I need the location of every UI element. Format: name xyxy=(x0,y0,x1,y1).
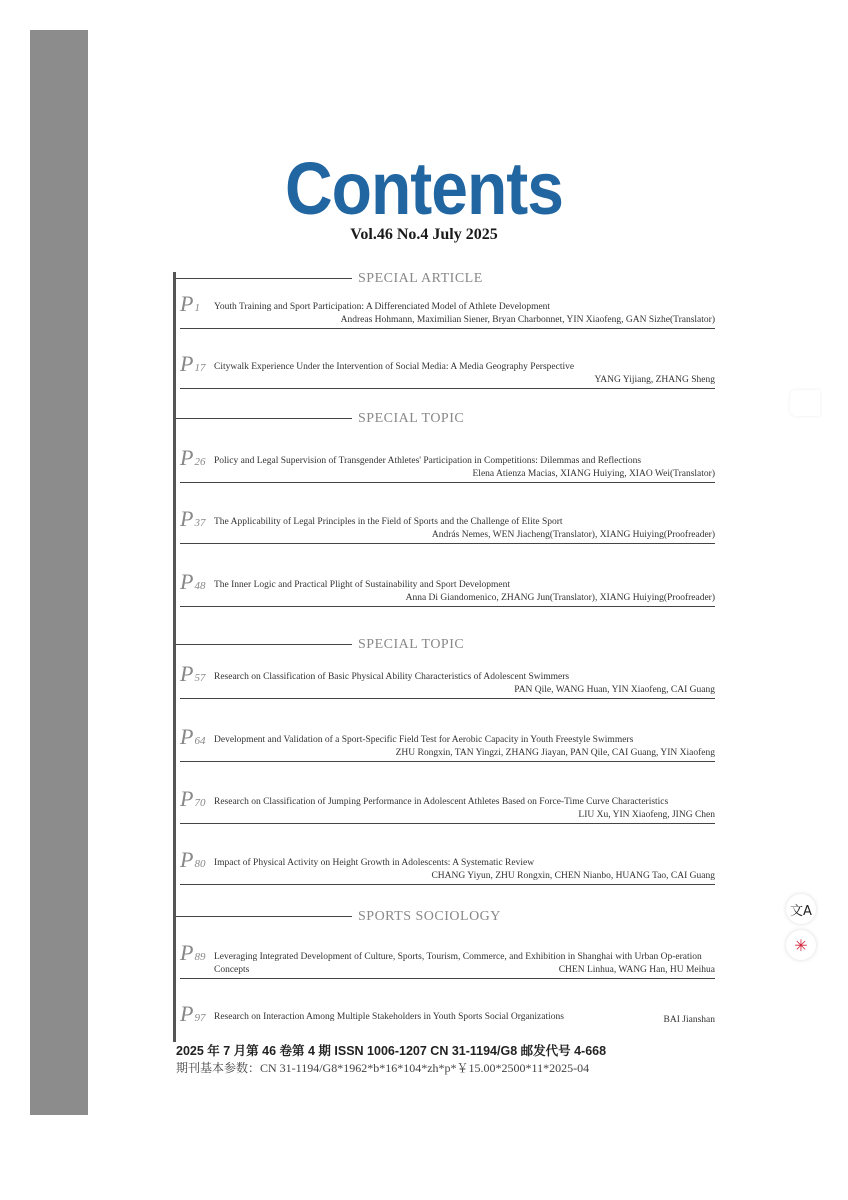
journal-parameters: 期刊基本参数：CN 31-1194/G8*1962*b*16*104*zh*p*￥15.00*2500*11*2025-04 xyxy=(176,1061,590,1075)
page-number: P57 xyxy=(180,661,206,686)
toc-entry[interactable] xyxy=(180,942,715,979)
toc-entry[interactable] xyxy=(180,788,715,824)
article-title: Impact of Physical Activity on Height Growth in Adolescents: A Systematic Review xyxy=(214,858,535,868)
article-title: Research on Interaction Among Multiple Stakeholders in Youth Sports Social Organizations xyxy=(214,1012,564,1022)
toc-entry[interactable] xyxy=(180,447,715,483)
ai-assistant-icon[interactable]: ✳ xyxy=(786,930,816,960)
page-number: P1 xyxy=(180,291,200,316)
article-authors: András Nemes, WEN Jiacheng(Translator), XIANG Huiying(Proofreader) xyxy=(431,530,715,540)
toc-vertical-rule xyxy=(173,272,176,1042)
article-title: Youth Training and Sport Participation: A Differenciated Model of Athlete Development xyxy=(214,302,551,312)
article-title: Policy and Legal Supervision of Transgender Athletes' Participation in Competitions: Dilemmas and Reflections xyxy=(214,456,642,466)
page-number: P89 xyxy=(180,940,206,965)
article-authors: Andreas Hohmann, Maximilian Siener, Bryan Charbonnet, YIN Xiaofeng, GAN Sizhe(Translator) xyxy=(340,315,715,325)
translate-icon[interactable]: 文A xyxy=(786,894,816,924)
article-authors: LIU Xu, YIN Xiaofeng, JING Chen xyxy=(578,810,715,820)
article-authors: CHEN Linhua, WANG Han, HU Meihua xyxy=(558,965,715,975)
article-authors: Anna Di Giandomenico, ZHANG Jun(Translator), XIANG Huiying(Proofreader) xyxy=(405,593,715,603)
issue-info: Vol.46 No.4 July 2025 xyxy=(350,226,498,243)
side-panel-tab[interactable] xyxy=(790,390,820,416)
article-title: The Applicability of Legal Principles in the Field of Sports and the Challenge of Elite Sport xyxy=(214,517,563,527)
article-title: Research on Classification of Basic Physical Ability Characteristics of Adolescent Swimmers xyxy=(214,672,570,682)
article-title: Research on Classification of Jumping Performance in Adolescent Athletes Based on Force-Time Curve Characteristics xyxy=(214,797,669,807)
page-number: P37 xyxy=(180,506,206,531)
page-number: P70 xyxy=(180,786,206,811)
toc-entry[interactable] xyxy=(180,663,715,699)
page-number: P80 xyxy=(180,847,206,872)
toc-entry[interactable] xyxy=(180,293,715,329)
article-title: Leveraging Integrated Development of Culture, Sports, Tourism, Commerce, and Exhibition in Shanghai with Urban Op-eration Concepts xyxy=(214,952,702,975)
article-title: Citywalk Experience Under the Intervention of Social Media: A Media Geography Perspective xyxy=(214,362,575,372)
article-authors: BAI Jianshan xyxy=(663,1015,715,1025)
toc-entry[interactable] xyxy=(180,849,715,885)
page-number: P48 xyxy=(180,569,206,594)
page-number: P64 xyxy=(180,724,206,749)
article-title: The Inner Logic and Practical Plight of Sustainability and Sport Development xyxy=(214,580,511,590)
page-title: Contents xyxy=(285,146,563,230)
article-authors: PAN Qile, WANG Huan, YIN Xiaofeng, CAI Guang xyxy=(514,685,715,695)
page-number: P17 xyxy=(180,351,206,376)
article-authors: YANG Yijiang, ZHANG Sheng xyxy=(594,375,715,385)
page-number: P97 xyxy=(180,1001,206,1026)
toc-entry[interactable] xyxy=(180,571,715,607)
page-number: P26 xyxy=(180,445,206,470)
toc-entry[interactable] xyxy=(180,353,715,389)
toc-entry[interactable] xyxy=(180,1003,715,1025)
article-authors: ZHU Rongxin, TAN Yingzi, ZHANG Jiayan, PAN Qile, CAI Guang, YIN Xiaofeng xyxy=(395,748,715,758)
article-title: Development and Validation of a Sport-Specific Field Test for Aerobic Capacity in Youth Freestyle Swimmers xyxy=(214,735,634,745)
toc-entry[interactable] xyxy=(180,726,715,762)
article-authors: CHANG Yiyun, ZHU Rongxin, CHEN Nianbo, HUANG Tao, CAI Guang xyxy=(431,871,715,881)
article-authors: Elena Atienza Macias, XIANG Huiying, XIAO Wei(Translator) xyxy=(472,469,715,479)
toc-entry[interactable] xyxy=(180,508,715,544)
publication-info: 2025 年 7 月第 46 卷第 4 期 ISSN 1006-1207 CN 31-1194/G8 邮发代号 4-668 xyxy=(176,1044,607,1058)
